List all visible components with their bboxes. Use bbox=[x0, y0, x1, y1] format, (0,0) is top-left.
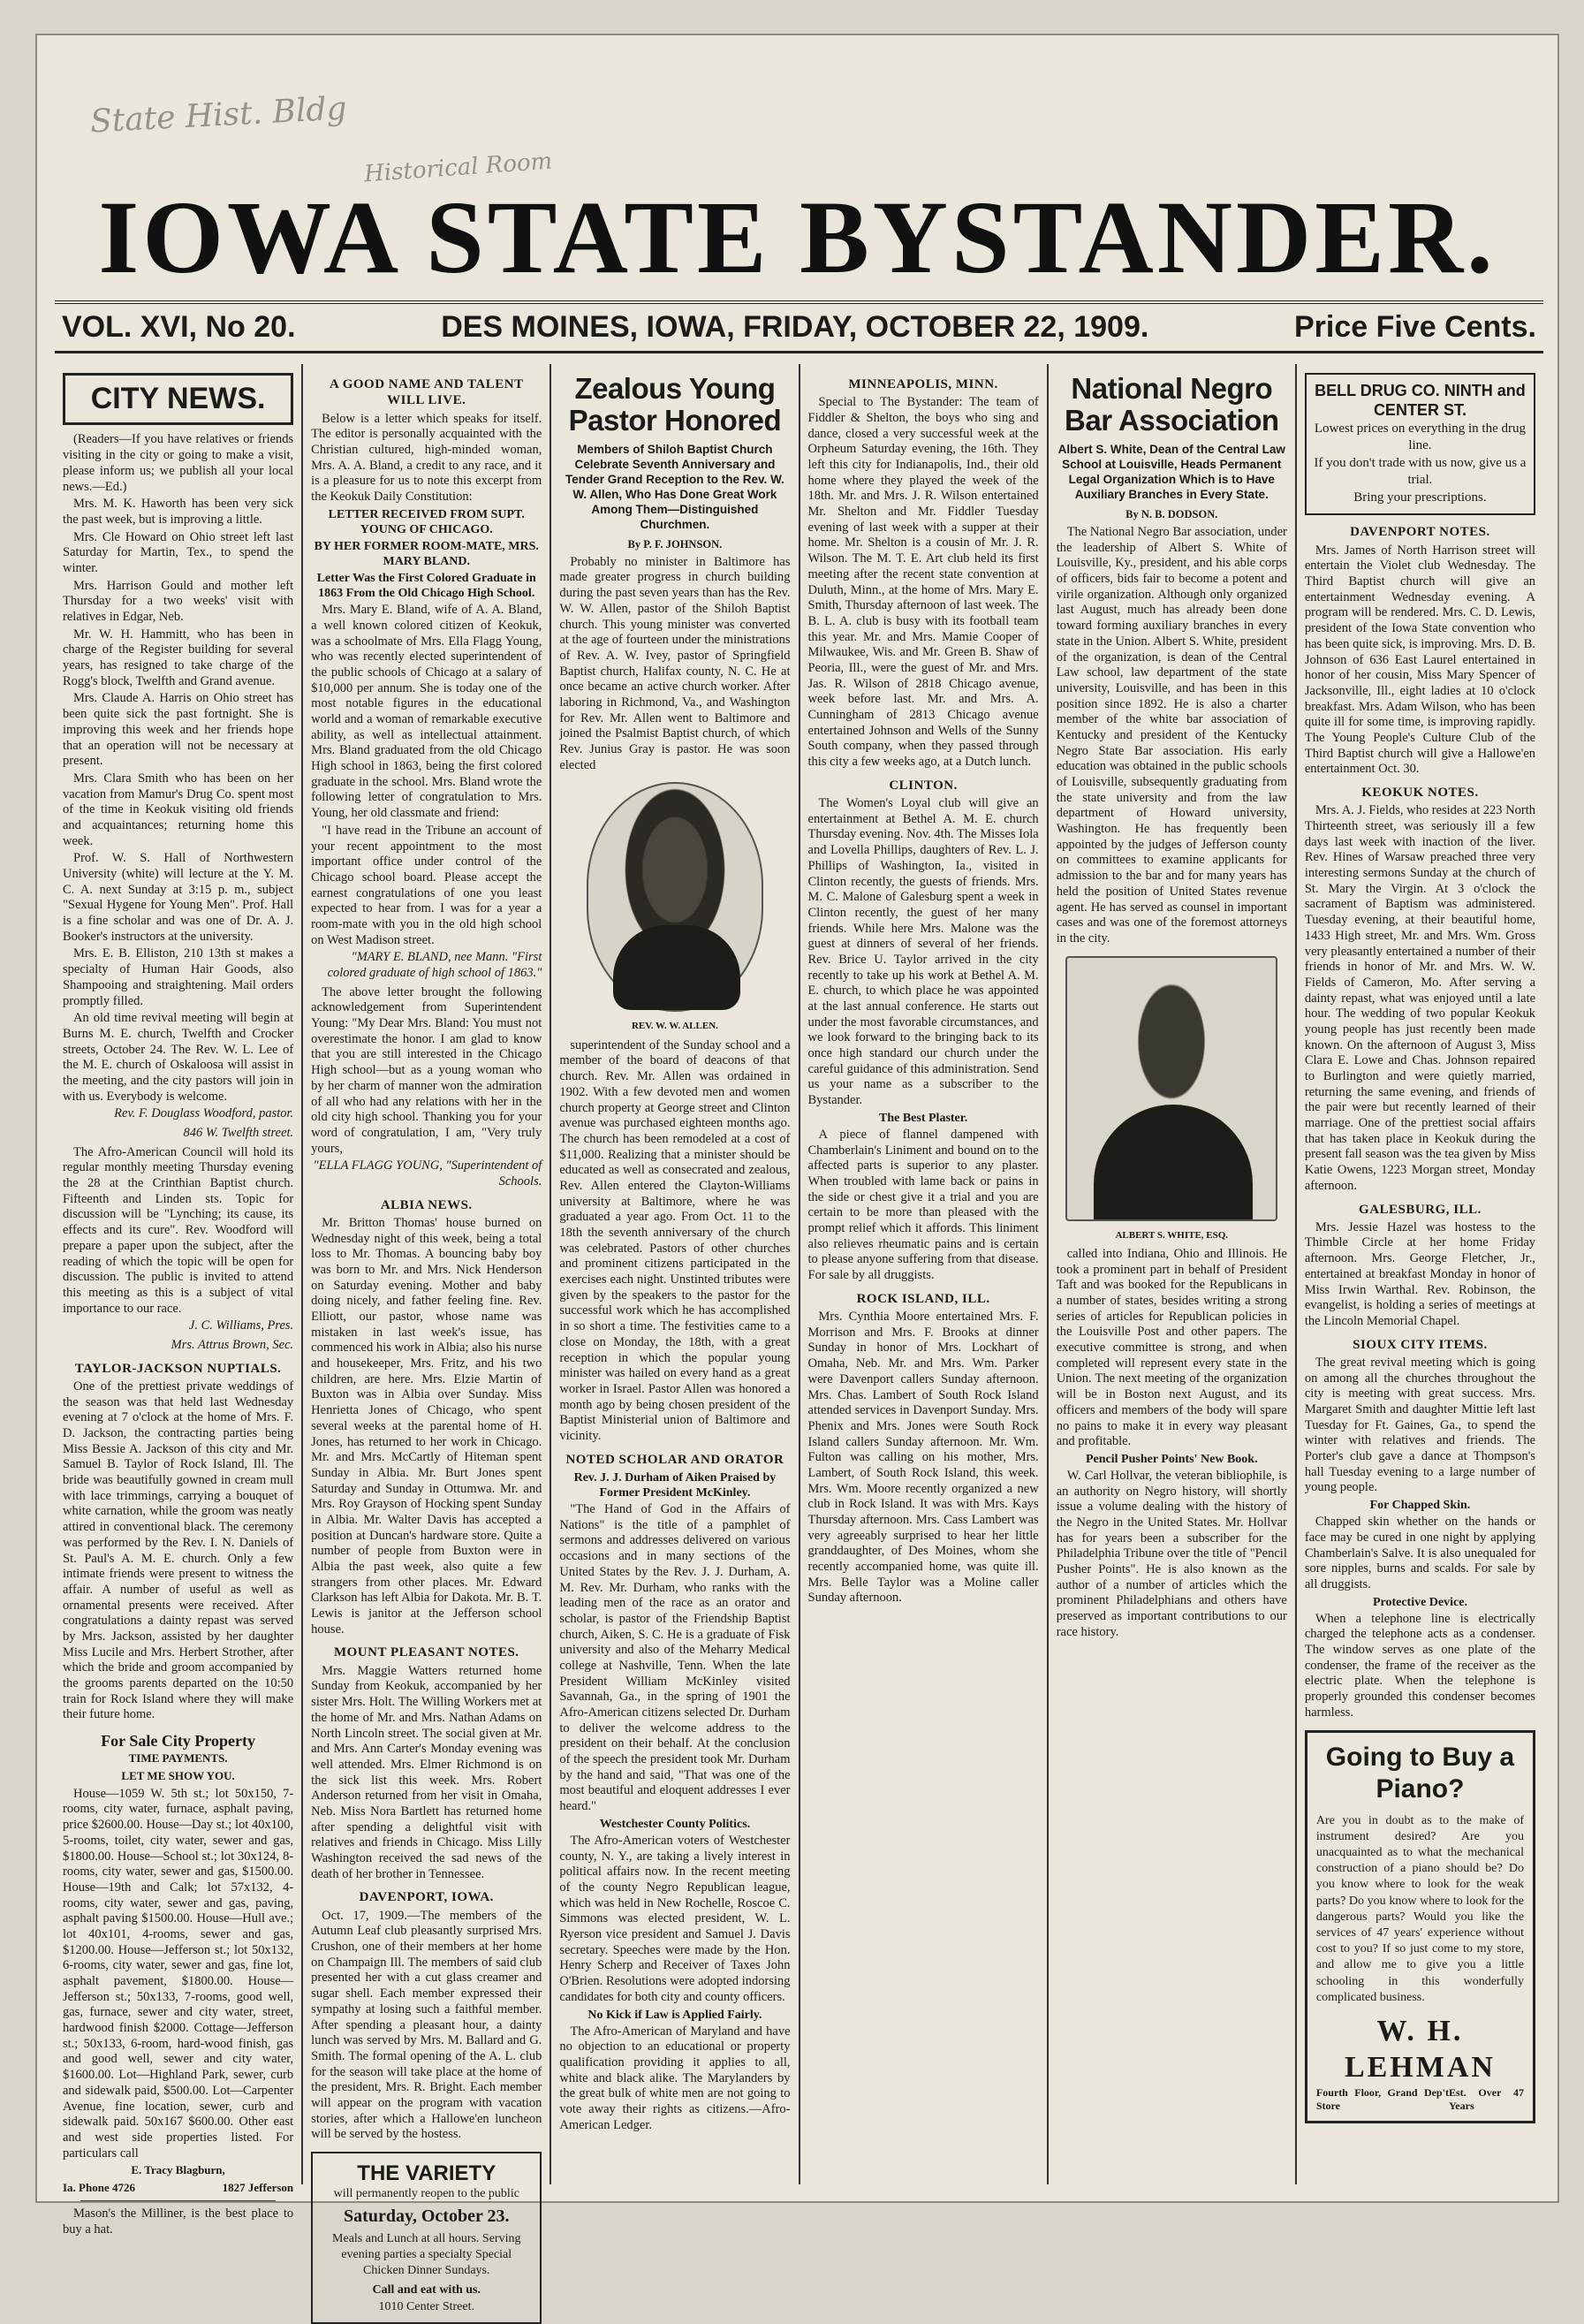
article-heading: GALESBURG, ILL. bbox=[1359, 1202, 1482, 1217]
piano-merchant: W. H. LEHMAN bbox=[1344, 2014, 1496, 2085]
article-text: called into Indiana, Ohio and Illinois. He took a prominent part in behalf of President Taft and was booked for the Republicans in a number of states, besides writing a strong series of articles for Republican policies in the Louisville Post and other papers. The executive committee is strong, and when completed will represent every state in the Union. The next meeting of the organization will be in Boston next August, and its officers and members of the body will spare no pains to make it in every way pleasant and profitable. bbox=[1056, 1246, 1287, 1449]
news-item: Prof. W. S. Hall of Northwestern University (white) will lecture at the Y. M. C. A. next Sunday at 3:15 p. m., subject "Sexual Hygene for Young Men". Prof. Hall is a fine scholar and was one of Dr. A. J. Booker's instructors at the university. bbox=[63, 851, 294, 944]
article-subheading: Pencil Pusher Points' New Book. bbox=[1085, 1452, 1258, 1466]
drug-store-ad bbox=[1305, 373, 1535, 515]
article-heading: ROCK ISLAND, ILL. bbox=[856, 1291, 990, 1306]
column-5 bbox=[1049, 364, 1297, 2184]
sale-agent: E. Tracy Blagburn, bbox=[131, 2163, 225, 2177]
article-text: A piece of flannel dampened with Chamberlain's Liniment and bound on to the affected parts is superior to any plaster. When troubled with lame back or pains in the side or chest give it a trial and you are certain to be more than pleased with the prompt relief which it affords. This liniment also relieves rheumatic pains and is certain to please anyone suffering from that disease. For sale by all druggists. bbox=[807, 1127, 1039, 1283]
column-4 bbox=[800, 364, 1049, 2184]
variety-address: 1010 Center Street. bbox=[378, 2299, 474, 2313]
article-heading: ALBIA NEWS. bbox=[380, 1197, 473, 1212]
masthead bbox=[37, 71, 1557, 295]
column-3 bbox=[551, 364, 800, 2184]
article-heading: DAVENPORT NOTES. bbox=[1350, 525, 1490, 540]
newspaper-page bbox=[35, 34, 1559, 2313]
article-text: Mrs. Jessie Hazel was hostess to the Thimble Circle at her home Friday afternoon. Mrs. George Fletcher, Jr., entertained at breakfast Monday in honor of Miss Irwin Warthal. Rev. Robinson, the evangelist, is holding a series of meetings at the Lincoln Memorial Chapel. bbox=[1304, 1219, 1536, 1328]
variety-date: Saturday, October 23. bbox=[344, 2206, 510, 2227]
article-subheading: Rev. J. J. Durham of Aiken Praised by Former President McKinley. bbox=[573, 1470, 777, 1500]
article-heading: NOTED SCHOLAR AND ORATOR bbox=[565, 1452, 784, 1467]
newspaper-title: IOWA STATE BYSTANDER. bbox=[98, 179, 1497, 295]
signature: Rev. F. Douglass Woodford, pastor. bbox=[114, 1106, 294, 1121]
article-subheading: For Chapped Skin. bbox=[1369, 1499, 1471, 1513]
column-2 bbox=[303, 364, 551, 2313]
article-heading: CLINTON. bbox=[889, 778, 958, 793]
variety-line: will permanently reopen to the public bbox=[333, 2187, 519, 2201]
article-subheading: The Best Plaster. bbox=[879, 1111, 968, 1125]
article-text: The above letter brought the following acknowledgement from Superintendent Young: "My Dear Mrs. Bland: You must not overestimate the honor. I am glad to know that you are still interested in the Chicago High school—but as a young woman who by her charm of manner won the admiration of all who had any relations with her in the old city high school. Thanking you for your word of congratulation, I am, "Very truly yours, bbox=[311, 984, 542, 1156]
signature: Mrs. Attrus Brown, Sec. bbox=[171, 1337, 294, 1352]
news-item: Mrs. M. K. Haworth has been very sick the past week, but is improving a little. bbox=[63, 497, 294, 527]
article-text: Mr. Britton Thomas' house burned on Wednesday night of this week, being a total loss to Mr. Thomas. A bouncing baby boy was born to Mr. and Mrs. Nick Henderson on Saturday evening. Mother and baby doing nicely, and father feeling fine. Rev. Elliott, our pastor, whose name was mistaken in last week's issue, has commenced his work in Albia; also his nurse and housekeeper, Mrs. Fritz, and his two children, are here. Mrs. Elzie Martin of Buxton was in Albia over Sunday. Miss Henrietta Jones of Chicago, who spent several weeks at the parental home of H. Jones, has returned to her work in Chicago. Mr. and Mrs. McCartly of Hiteman spent Sunday in Albia. Mr. Burt Jones spent Saturday and Sunday in Ottumwa. Mr. and Mrs. Roy Grayson of Hocking spent Sunday in Albia. Mr. Walter Davis has accepted a position at Duncan's hardware store. Quite a number of people from Buxton were in Albia the past week, also quite a few strangers from other places. Mr. Edward Clarkson has left Albia for Dakota. Mr. B. T. Lewis is janitor at the Jefferson school house. bbox=[311, 1215, 542, 1637]
headline-deck: Albert S. White, Dean of the Central Law School at Louisville, Heads Permanent Legal Organization Which is to Have Auxiliary Branches in Every State. bbox=[1057, 443, 1285, 501]
letter-text: "I have read in the Tribune an account of your recent appointment to the most important office under control of the Chicago school board. Please accept the earnest congratulations of one you least expected to hear from. I was for a year a room-mate with you in the old high school on West Madison street. bbox=[311, 823, 542, 947]
article-text: Chapped skin whether on the hands or face may be cured in one night by applying Chamberlain's Salve. It is also unequaled for sore nipples, burns and scalds. For sale by all druggists. bbox=[1304, 1515, 1536, 1591]
piano-heading: Going to Buy a Piano? bbox=[1325, 1742, 1515, 1804]
portrait-photo bbox=[1065, 956, 1277, 1221]
sale-subheading: LET ME SHOW YOU. bbox=[121, 1768, 235, 1782]
article-subheading: No Kick if Law is Applied Fairly. bbox=[587, 2008, 762, 2022]
city-news-intro: (Readers—If you have relatives or friends visiting in the city or going to make a visit, please inform us; we publish all your local news.—Ed.) bbox=[63, 432, 294, 494]
signature: J. C. Williams, Pres. bbox=[188, 1318, 294, 1333]
columns bbox=[55, 364, 1543, 2313]
article-text: Mrs. Mary E. Bland, wife of A. A. Bland, a well known colored citizen of Keokuk, was a schoolmate of Mrs. Ella Flagg Young, who was recently elected superintendent of the public schools of Chicago at a salary of $10,000 per annum. She is today one of the most notable figures in the educational world and a woman of remarkable executive ability, as well as intellectual attainment. Mrs. Bland graduated from the old Chicago High school in 1863, being the first colored graduate in the school. Mrs. Bland wrote the following letter of congratulation to Mrs. Young, her old classmate and friend: bbox=[311, 603, 542, 821]
news-item: Mrs. Cle Howard on Ohio street left last Saturday for Martin, Tex., to spend the winter. bbox=[63, 529, 294, 575]
sale-phone: Ia. Phone 4726 bbox=[63, 2181, 135, 2195]
divider bbox=[80, 2200, 276, 2201]
article-text: Probably no minister in Baltimore has made greater progress in church building during the past seven years than has the Rev. W. W. Allen, pastor of the Shiloh Baptist church. This young minister was converted at the age of fourteen under the ministrations of Rev. A. W. Ivey, pastor of Springfield Baptist church, Halifax county, N. C. He at once became an active church worker. After laboring in Richmond, Va., and Washington for Rev. Mr. Allen went to Baltimore and joined the Psalmist Baptist church, of which Rev. Junius Gray is pastor. He was soon elected bbox=[559, 554, 791, 772]
nuptials-text: One of the prettiest private weddings of the season was that held last Wednesday evening at 7 o'clock at the home of Mrs. F. D. Jackson, the contracting parties being Miss Bessie A. Jackson of this city and Mr. Samuel B. Taylor of Rock Island, Ill. The bride was beautifully gowned in cream mull with lace trimmings, carrying a bouquet of white carnation, while the groom was neatly attired in conventional black. The ceremony was performed by the Rev. I. N. Daniels of St. Paul's A. M. E. church. Only a few intimate friends were present to witness the affair. A number of useful as well as ornamental presents were received. After congratulations a dainty repast was served by Mrs. Jackson, assisted by her daughter Miss Lucile and Mrs. Herbert Strother, after which the bride and groom accompanied by the grooms parents departed on the 10:50 train for Rock Island where they will make their future home. bbox=[63, 1378, 294, 1722]
news-item: Mrs. Harrison Gould and mother left Thursday for a two weeks' visit with relatives in Edgar, Neb. bbox=[63, 578, 294, 625]
piano-footer bbox=[1316, 2086, 1524, 2112]
letter-signature: "MARY E. BLAND, nee Mann. "First colored graduate of high school of 1863." bbox=[327, 950, 542, 980]
price: Price Five Cents. bbox=[1293, 310, 1536, 344]
handwritten-note: State Hist. Bldg bbox=[89, 90, 348, 141]
article-text: The Afro-American voters of Westchester county, N. Y., are taking a lively interest in political affairs now. In the recent meeting of the county Negro Republican league, which was held in New Rochelle, Roscoe C. Simmons was elected president, W. L. Ryerson vice president and Samuel J. Davis secretary. Speeches were made by the Hon. Henry Scherp and Receiver of Taxes John O'Brien. Resolutions were adopted indorsing candidates for both city and county officers. bbox=[559, 1833, 791, 2004]
variety-line: Meals and Lunch at all hours. Serving evening parties a specialty Special Chicken Dinner Sundays. bbox=[332, 2231, 521, 2278]
article-heading: MOUNT PLEASANT NOTES. bbox=[333, 1645, 519, 1660]
news-item: An old time revival meeting will begin at Burns M. E. church, Twelfth and Crocker streets, October 24. The Rev. W. L. Lee of the M. E. church of Oskaloosa will assist in the meeting, and the city pastors will join in with us. Everybody is welcome. bbox=[63, 1011, 294, 1104]
milliner-ad: Mason's the Milliner, is the best place to buy a hat. bbox=[63, 2206, 294, 2237]
piano-text: Are you in doubt as to the make of instrument desired? Are you unacquainted as to what the mechanical construction of a piano should be? Do you know where to look for the weak parts? Do you know where to look for the dangerous parts? Would you like the services of 47 years' experience without cost to you? If so just come to my store, and allow me to give you a little schooling in this wonderfully complicated business. bbox=[1315, 1813, 1525, 2004]
article-subheading: Letter Was the First Colored Graduate in 1863 From the Old Chicago High School. bbox=[316, 572, 536, 601]
article-heading: SIOUX CITY ITEMS. bbox=[1353, 1337, 1488, 1352]
byline: By N. B. DODSON. bbox=[1125, 507, 1218, 520]
volume-number: VOL. XVI, No 20. bbox=[62, 310, 296, 344]
article-subheading: Protective Device. bbox=[1372, 1595, 1467, 1609]
handwritten-note-2: Historical Room bbox=[363, 148, 554, 188]
sale-subheading: TIME PAYMENTS. bbox=[128, 1751, 228, 1766]
byline: By P. F. JOHNSON. bbox=[627, 537, 723, 551]
variety-ad bbox=[311, 2152, 542, 2324]
article-text: Below is a letter which speaks for itself. The editor is personally acquainted with the Christian cultured, high-minded woman, Mrs. A. A. Bland, a credit to any race, and it is a pleasure for us to note this excerpt from the Keokuk Daily Constitution: bbox=[311, 411, 542, 505]
sale-contact bbox=[63, 2181, 293, 2195]
place-date: DES MOINES, IOWA, FRIDAY, OCTOBER 22, 1909. bbox=[441, 310, 1149, 344]
variety-heading: THE VARIETY bbox=[357, 2161, 496, 2186]
headline: Zealous Young Pastor Honored bbox=[568, 372, 782, 437]
piano-ad bbox=[1305, 1730, 1535, 2124]
article-text: The Women's Loyal club will give an entertainment at Bethel A. M. E. church Thursday evening. Nov. 4th. The Misses Iola and Lovella Phillips, daughters of Rev. L. J. Phillips of Washington, Ia., visited in Clinton recently, the guests of friends. Mrs. M. C. Malone of Galesburg spent a week in Clinton recently, the guest of her many friends. While here Mrs. Malone was the guest at dinners of several of her friends. Rev. Brice U. Taylor arrived in the city recently to take up his work at Bethel A. M. E. church, to which place he was appointed at the last annual conference. He starts out under the most favorable circumstances, and we look forward to the bringing back to its once high standard our church under the careful guidance of this administration. Send us your name as a subscriber to the Bystander. bbox=[807, 796, 1039, 1108]
article-subheading: Westchester County Politics. bbox=[599, 1817, 751, 1831]
news-item: Mrs. Claude A. Harris on Ohio street has been quite sick the past fortnight. She is improving this week and her friends hope that an operation will not be necessary at present. bbox=[63, 691, 294, 769]
sale-heading: For Sale City Property bbox=[101, 1732, 255, 1751]
sale-address: 1827 Jefferson bbox=[222, 2181, 294, 2195]
news-item: Mr. W. H. Hammitt, who has been in charge of the Register building for several years, has resigned to take charge of the Rogg's block, Twelfth and Grand avenue. bbox=[63, 627, 294, 688]
article-text: "The Hand of God in the Affairs of Nations" is the title of a pamphlet of sermons and addresses delivered on various occasions and in many sections of the United States by the Rev. J. J. Durham, A. M. Rev. Mr. Durham, who ranks with the leading men of the race as an orator and scholar, is pastor of the Friendship Baptist church, Aiken, S. C. He is a graduate of Fisk university and also of the Meharry Medical college at Nashville, Tenn. When the late President William McKinley visited Savannah, Ga., in the spring of 1901 the Afro-American citizens selected Dr. Durham to deliver the welcome address to the president on their behalf. At the conclusion of the speech the president took Mr. Durham by the hand and said, "That was one of the most beautiful and eloquent addresses I ever heard." bbox=[559, 1502, 791, 1814]
ad-line: Bring your prescriptions. bbox=[1353, 490, 1487, 505]
article-text: Mrs. A. J. Fields, who resides at 223 North Thirteenth street, was seriously ill a few days last week with inaction of the liver. Rev. Hines of Warsaw preached three very interesting sermons Sunday at the church of St. Mary the Virgin. At 3 o'clock the sacrament of Baptism was administered. Tuesday evening, at their beautiful home, 1433 High street, Mr. and Mrs. Wm. Gross very pleasantly entertained a number of their friends in honor of Mr. and Mrs. W. W. Fields of Cameron, Mo. After serving a dainty repast, what was enjoyed until a late hour. The wedding of two popular Keokuk young people has just recently been made known. On the afternoon of August 3, Miss Clara E. Lowe and Chas. Johnson repaired to Burlington and were quietly married, returning the same evening, and friends of the pair were but recently learned of their marriage. One of the prettiest social affairs that has taken place in Keokuk during the present fall season was the tea given by Miss Katie Owens, 1223 Morgan street, Monday afternoon. bbox=[1304, 803, 1536, 1193]
city-news-title: CITY NEWS. bbox=[63, 373, 293, 425]
article-text: The great revival meeting which is going on among all the churches throughout the city is meeting with great success. Mrs. Margaret Smith and daughter Mittie left last Tuesday for Ft. Gaines, Ga., to spend the winter with relatives and friends. The Porter's club gave a dance at Thompson's hall Tuesday evening to a large number of young people. bbox=[1304, 1355, 1536, 1495]
photo-caption: ALBERT S. WHITE, ESQ. bbox=[1115, 1229, 1229, 1241]
article-text: Mrs. Cynthia Moore entertained Mrs. F. Morrison and Mrs. F. Brooks at dinner Sunday in honor of Mrs. Lockhart of Omaha, Neb. Mr. and Mrs. Wm. Parker were Davenport callers Sunday afternoon. Mrs. Chas. Lambert of South Rock Island attended services in Davenport Sunday. Mrs. Phenix and Mrs. Jones were South Rock Island callers Sunday afternoon. Mr. Wm. Fulton was calling on his mother, Mrs. Lambert, of South Rock Island, this week. Mrs. Wm. Moore recently organized a new club in Rock Island. It was with Mrs. Kays Thursday afternoon. Mrs. Cass Lambert was very agreeably surprised to hear her little granddaughter, of Des Moines, whom she recently accompanied home, was quite ill. Mrs. Belle Taylor was a Moline caller Sunday afternoon. bbox=[807, 1310, 1039, 1606]
column-1 bbox=[55, 364, 303, 2237]
letter-signature: "ELLA FLAGG YOUNG, "Superintendent of Schools. bbox=[313, 1158, 542, 1189]
article-heading: KEOKUK NOTES. bbox=[1361, 786, 1479, 801]
dateline bbox=[55, 300, 1543, 353]
ad-heading: BELL DRUG CO. NINTH and CENTER ST. bbox=[1315, 382, 1526, 419]
headline-deck: Members of Shiloh Baptist Church Celebrate Seventh Anniversary and Tender Grand Reception to the Rev. W. W. Allen, Who Has Done Great Work Among Them—Distinguished Churchmen. bbox=[565, 443, 784, 531]
variety-line: Call and eat with us. bbox=[372, 2283, 481, 2297]
article-text: superintendent of the Sunday school and a member of the board of deacons of that church. Rev. Mr. Allen was ordained in 1902. With a few devoted men and women church property at George street and Clinton avenue was purchased eighteen months ago. The church has been remodeled at a cost of $11,000. Realizing that a minister should be educated as well as consecrated and zealous, Rev. Allen entered the Clayton-Williams university at Baltimore, where he was graduated a year ago. From Oct. 11 to the 18th the seventh anniversary of the church was celebrated. Pastors of other churches and prominent citizens participated in the exercises each night. Unstinted tributes were given by the speakers to the pastor for the successful work which he has accomplished in so short a time. The festivities came to a close on Monday, the 18th, with a great reception in which the popular young minister was hailed on every hand as a great worker in Israel. Pastor Allen was honored a month ago by being chosen president of the Baptist Ministerial union of Baltimore and vicinity. bbox=[559, 1037, 791, 1443]
article-text: Oct. 17, 1909.—The members of the Autumn Leaf club pleasantly surprised Mrs. Crushon, one of their members at her home on Champaign Ill. The members of said club presented her with a cut glass creamer and sugar shell. Each member expressed their sympathy at losing such a faithful member. After spending a pleasant hour, a dainty lunch was served by Mrs. M. Ballard and G. Smith. The formal opening of the A. L. club for the season will take place at the home of the president, Mrs. R. Bright. Each member will appear on the program with vacation stories, after which a Hallowe'en luncheon will be served by the hostess. bbox=[311, 1908, 542, 2142]
article-text: W. Carl Hollvar, the veteran bibliophile, is an authority on Negro history, will shortly issue a volume dealing with the history of the Negro in the United States. Mr. Hollvar has for years been a subscriber for the Philadelphia Tribune over the title of "Pencil Pusher Points". He is also known as the author of a number of articles which the prominent Philadelphians and others have preserved as important contributions to our race history. bbox=[1056, 1468, 1287, 1639]
article-text: The National Negro Bar association, under the leadership of Albert S. White of Louisville, Ky., president, and his able corps of officers, bids fair to become a potent and virile organization. Although only organized last August, much has already been done toward forming auxiliary branches in every state in the Union. Albert S. White, president of the organization, is dean of the Central Law school, law department of the state university, Louisville, and has been in this position since 1892. He is also a charter member of the white bar association of Kentucky and president of the Kentucky Negro State Bar association. His early education was obtained in the public schools of Louisville, subsequently graduating from the state university and from the law department of Howard university, Washington. He has frequently been appointed by the judges of Jefferson county on committees to examine applicants for admission to the bar and for many years has held the position of United States revenue agent. He has served as counsel in important cases and was one of the foremost attorneys in the city. bbox=[1056, 525, 1287, 946]
ad-line: Lowest prices on everything in the drug line. bbox=[1314, 421, 1526, 453]
piano-established: Est. Over 47 Years bbox=[1448, 2085, 1525, 2112]
article-heading: DAVENPORT, IOWA. bbox=[359, 1890, 494, 1905]
nuptials-heading: TAYLOR-JACKSON NUPTIALS. bbox=[74, 1361, 282, 1376]
photo-caption: REV. W. W. ALLEN. bbox=[631, 1021, 718, 1032]
ad-line: If you don't trade with us now, give us a trial. bbox=[1314, 455, 1527, 488]
piano-address: Fourth Floor, Grand Dep't Store bbox=[1315, 2085, 1449, 2112]
news-item: Mrs. Clara Smith who has been on her vacation from Mamur's Drug Co. spent most of the time in Keokuk visiting old friends and acquaintances; returning home this week. bbox=[63, 771, 294, 848]
article-text: Special to The Bystander: The team of Fiddler & Shelton, the boys who sing and dance, closed a very successful week at the Orpheum Saturday evening, the 16th. They left this city for Indianapolis, Ind., their old home where they played the week of the 18th. Mr. and Mrs. J. R. Wilson entertained Mr. Shelton and Mr. Fiddler Tuesday evening of last week with a supper at their home. Mr. Shelton is a cousin of Mr. J. R. Wilson. The M. T. E. Art club held its first meeting after the recent state convention at Duluth, Minn., at the home of Mrs. Mary E. Smith, Thursday afternoon of last week. The B. L. A. club is busy with its football team this year. Mr. and Mrs. Mamie Cooper of Milwaukee, Wis. and Mr. Green B. Shaw of Peoria, Ill., were the guest of Mr. and Mrs. Jas. R. Wilson of 2818 Chicago avenue, week before last. Mr. and Mrs. A. Cunningham of 2813 Chicago avenue entertained Johnson and Wells of the Sunny South company, when they passed through this city a few weeks ago, at a Dutch lunch. bbox=[807, 395, 1039, 770]
article-text: Mrs. James of North Harrison street will entertain the Violet club Wednesday. The Third Baptist church will give an entertainment Wednesday evening. A program will be rendered. Mrs. C. D. Lewis, president of the Iowa State convention who has been quite sick, is improving. Mrs. D. B. Johnson of 636 East Laurel entertained in honor of her cousin, Miss Mary Spencer of Jacksonville, Ill., eight ladies at 10 o'clock breakfast. Mrs. Adam Wilson, who has been quite ill for some time, is improving rapidly. The Young People's Culture Club of the Third Baptist church will give a Hallowe'en entertainment Oct. 30. bbox=[1304, 543, 1536, 777]
article-heading: A GOOD NAME AND TALENT WILL LIVE. bbox=[329, 377, 524, 408]
article-subheading: LETTER RECEIVED FROM SUPT. YOUNG OF CHICAGO. bbox=[328, 507, 525, 536]
news-item: Mrs. E. B. Elliston, 210 13th st makes a specialty of Human Hair Goods, also Shampooing and straightening. Mail orders promptly filled. bbox=[63, 946, 294, 1008]
news-item: The Afro-American Council will hold its regular monthly meeting Thursday evening the 28 at the Crinthian Baptist church. Fifteenth and Linden sts. Topic for discussion will be "Lynching; its cause, its effects and its cure". Rev. Woodford will prepare a paper upon the subject, after the reading of which the topic will be open for discussion. The public is invited to attend this meeting as this is a subject of vital importance to our race. bbox=[63, 1144, 294, 1316]
article-heading: MINNEAPOLIS, MINN. bbox=[848, 377, 998, 391]
column-6 bbox=[1297, 364, 1543, 2184]
article-subheading: BY HER FORMER ROOM-MATE, MRS. MARY BLAND. bbox=[314, 539, 539, 568]
article-text: When a telephone line is electrically charged the telephone acts as a condenser. The window serves as one plate of the condenser, the frame of the receiver as the electric plate. When the telephone is properly grounded this condenser becomes harmless. bbox=[1304, 1611, 1536, 1720]
headline: National Negro Bar Association bbox=[1065, 372, 1279, 437]
signature: 846 W. Twelfth street. bbox=[183, 1126, 294, 1141]
article-text: The Afro-American of Maryland and have no objection to an educational or property qualification providing it applies to all, white and black alike. The Marylanders by the great bulk of white men are not going to vote away their rights as citizens.—Afro-American Ledger. bbox=[559, 2024, 791, 2132]
sale-listings: House—1059 W. 5th st.; lot 50x150, 7-rooms, city water, furnace, asphalt paving, price $2600.00. House—Day st.; lot 40x100, 5-rooms, toilet, city water, sewer and gas, $1800.00. House—School st.; lot 30x124, 8-rooms, city water, sewer and gas, $1500.00. House—19th and Calk; lot 57x132, 4-rooms, city water, sewer and gas, paving, asphalt paving $1500.00. House—Hull ave.; lot 40x101, 4-rooms, sewer and gas, $1200.00. House—Jefferson st.; lot 50x132, 6-rooms, city water, sewer and gas, fine lot, asphalt pavement, $1800.00. House—Jefferson st.; 50x133, 7-rooms, good well, gas, furnace, sewer and city water, street, hardwood finish $2000. Cottage—Jefferson st.; 50x133, 6-room, hard-wood finish, gas and good well, sewer and city water, $1600.00. Lot—Highland Park, sewer, curb and sidewalk paid, $500.00. Lot—Carpenter Avenue, fine location, sewer, curb and sidewalk paid. 50x167 $600.00. Other east and west side properties listed. For particulars call bbox=[63, 1786, 294, 2161]
portrait-photo bbox=[587, 782, 763, 1012]
article-text: Mrs. Maggie Watters returned home Sunday from Keokuk, accompanied by her sister Mrs. Holt. The Willing Workers met at the home of Mr. and Mrs. Nathan Adams on North Lincoln street. The social given at Mr. and Mrs. Ann Carter's Monday evening was well attended. Mrs. Elmer Richmond is on the sick list this week. Mrs. Robert Anderson returned from her visit in Omaha, Neb. Miss Nora Bartlett has returned home after spending a delightful visit with relatives and friends in Chicago. Miss Lilly Washington received the sad news of the death of her brother in Tennessee. bbox=[311, 1663, 542, 1881]
